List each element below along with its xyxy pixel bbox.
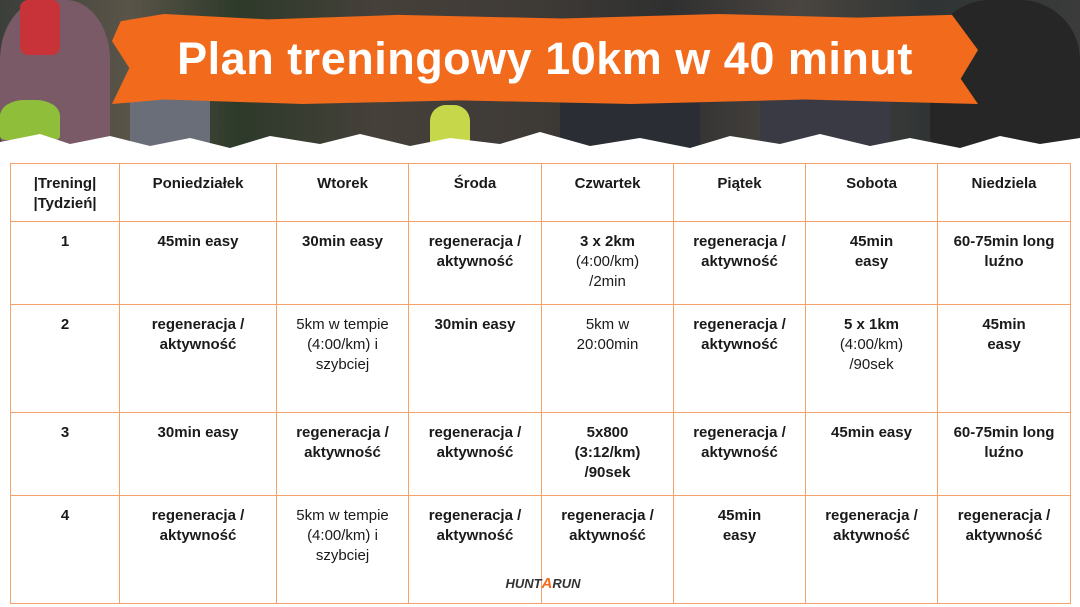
workout-cell (938, 222, 1071, 305)
workout-line: luźno (984, 444, 1024, 461)
workout-cell (120, 496, 277, 604)
day-header-cell: Niedziela (938, 164, 1071, 222)
workout-cell (806, 222, 938, 305)
workout-line: regeneracja / (693, 424, 786, 441)
workout-line: 5km w tempie (296, 316, 389, 333)
workout-line: easy (722, 527, 757, 544)
workout-line: easy (987, 336, 1021, 353)
workout-cell (674, 496, 806, 604)
workout-line: 5km w tempie (296, 507, 389, 524)
workout-cell (938, 496, 1071, 604)
workout-line: /90sek (849, 356, 894, 373)
workout-cell (542, 413, 674, 496)
workout-cell (409, 305, 542, 413)
workout-line: 30min easy (434, 316, 516, 333)
workout-line: regeneracja / (151, 316, 245, 333)
workout-cell (938, 413, 1071, 496)
corner-header-cell (11, 164, 120, 222)
workout-line: 3 x 2km (579, 233, 636, 250)
workout-cell (806, 496, 938, 604)
logo-text-a: A (541, 574, 553, 592)
workout-cell (542, 305, 674, 413)
workout-line: aktywność (965, 527, 1043, 544)
workout-line: regeneracja / (561, 507, 654, 524)
workout-line: aktywność (569, 527, 646, 544)
workout-line: 5 x 1km (843, 316, 900, 333)
workout-cell (120, 413, 277, 496)
day-header-cell: Sobota (806, 164, 938, 222)
week-number-cell: 2 (11, 305, 120, 413)
workout-line: (4:00/km) (575, 253, 640, 270)
corner-header-line: |Tydzień| (33, 195, 97, 212)
hunt-a-run-logo (497, 570, 589, 596)
workout-line: /90sek (584, 464, 631, 481)
workout-line: aktywność (436, 444, 514, 461)
workout-line: szybciej (315, 356, 370, 373)
day-header-cell: Środa (409, 164, 542, 222)
workout-line: 60-75min long (953, 424, 1055, 441)
workout-line: regeneracja / (693, 316, 786, 333)
workout-line: regeneracja / (151, 507, 245, 524)
corner-header-line: |Trening| (33, 175, 97, 192)
workout-line: regeneracja / (693, 233, 786, 250)
table-row (11, 305, 1071, 413)
workout-line: aktywność (701, 444, 778, 461)
workout-line: 45min (849, 233, 894, 250)
workout-line: easy (854, 253, 889, 270)
workout-line: 30min easy (302, 233, 383, 250)
workout-line: 30min easy (157, 424, 239, 441)
workout-line: (4:00/km) i (307, 527, 378, 544)
workout-line: 5km w (585, 316, 630, 333)
workout-cell (542, 222, 674, 305)
training-plan-table (10, 163, 1071, 604)
workout-line: aktywność (833, 527, 910, 544)
table-body (11, 164, 1071, 604)
workout-line: 45min (717, 507, 762, 524)
runner-figure (20, 0, 60, 55)
workout-cell (277, 413, 409, 496)
workout-cell (277, 222, 409, 305)
workout-line: (4:00/km) i (307, 336, 378, 353)
workout-cell (674, 413, 806, 496)
page-title: Plan treningowy 10km w 40 minut (177, 33, 913, 84)
workout-line: 20:00min (576, 336, 639, 353)
workout-line: 60-75min long (953, 233, 1055, 250)
workout-line: szybciej (315, 547, 370, 564)
workout-line: 45min easy (831, 424, 912, 441)
header-row (11, 164, 1071, 222)
workout-cell (120, 222, 277, 305)
day-header-cell: Czwartek (542, 164, 674, 222)
workout-cell (674, 222, 806, 305)
day-header-cell: Poniedziałek (120, 164, 277, 222)
workout-line: (4:00/km) (839, 336, 904, 353)
workout-line: regeneracja / (428, 507, 522, 524)
workout-cell (120, 305, 277, 413)
workout-cell (806, 413, 938, 496)
workout-line: aktywność (304, 444, 381, 461)
workout-line: aktywność (436, 253, 514, 270)
workout-cell (277, 496, 409, 604)
workout-line: regeneracja / (428, 424, 522, 441)
workout-line: 45min easy (157, 233, 239, 250)
workout-line: aktywność (701, 253, 778, 270)
workout-line: luźno (984, 253, 1024, 270)
workout-cell (674, 305, 806, 413)
day-header-cell: Piątek (674, 164, 806, 222)
workout-line: regeneracja / (428, 233, 522, 250)
workout-line: regeneracja / (957, 507, 1051, 524)
workout-cell (277, 305, 409, 413)
workout-line: aktywność (701, 336, 778, 353)
week-number-cell: 3 (11, 413, 120, 496)
workout-cell (938, 305, 1071, 413)
day-header-cell: Wtorek (277, 164, 409, 222)
torn-paper-edge (0, 128, 1080, 160)
workout-cell (409, 222, 542, 305)
workout-line: aktywność (159, 336, 237, 353)
workout-line: 45min (982, 316, 1026, 333)
workout-cell (806, 305, 938, 413)
workout-line: regeneracja / (296, 424, 389, 441)
logo-text-hunt: HUNT (505, 575, 542, 591)
logo-text-run: RUN (552, 575, 581, 591)
workout-line: (3:12/km) (574, 444, 641, 461)
week-number-cell: 1 (11, 222, 120, 305)
workout-line: aktywność (159, 527, 237, 544)
week-number-cell: 4 (11, 496, 120, 604)
table-row (11, 413, 1071, 496)
workout-line: 5x800 (586, 424, 629, 441)
workout-cell (409, 413, 542, 496)
workout-line: regeneracja / (825, 507, 918, 524)
table-row (11, 222, 1071, 305)
workout-line: /2min (589, 273, 626, 290)
workout-line: aktywność (436, 527, 514, 544)
